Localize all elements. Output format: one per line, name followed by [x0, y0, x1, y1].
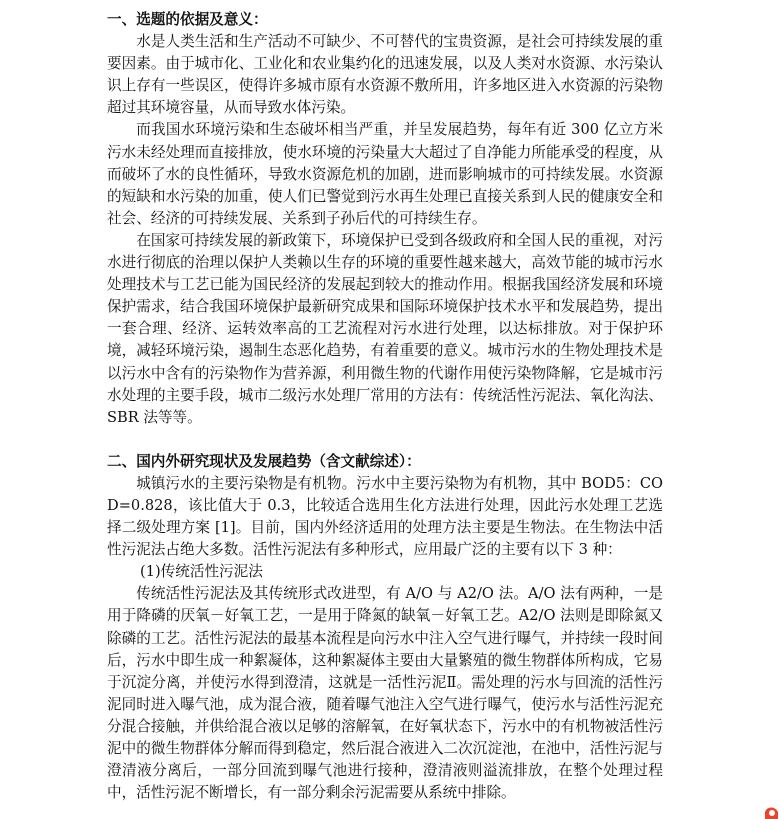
paragraph-pollution-status: 而我国水环境污染和生态破坏相当严重，并呈发展趋势，每年有近 300 亿立方米污水未经处理而直接排放，使水环境的污染量大大超过了自净能力所能承受的程度，从而破坏了水的良性循环，导致水资源危机的加剧，进而影响城市的可持续发展。水资源的短缺和水污染的加重，使人们已警觉到污水再生处理已直接关系到人民的健康安全和社会、经济的可持续发展、关系到子孙后代的可持续生存。 [107, 121, 663, 227]
section-heading-basis: 一、选题的依据及意义： [107, 11, 268, 28]
subsection-heading-activated-sludge: (1)传统活性污泥法 [140, 563, 263, 581]
paragraph-activated-sludge: 传统活性污泥法及其传统形式改进型，有 A/O 与 A2/O 法。A/O 法有两种，一是用于降磷的厌氧－好氧工艺，一是用于降氮的缺氧－好氧工艺。A2/O 法则是即除氮又除磷的工艺。活性污泥法的最基本流程是向污水中注入空气进行曝气，并持续一段时间后，污水中即生成一种絮凝体，这种絮凝体主要由大量繁殖的微生物群体所构成，它易于沉淀分离，并使污水得到澄清，这就是一活性污泥Ⅱ。需处理的污水与回流的活性污泥同时进入曝气池，成为混合液，随着曝气池注入空气进行曝气，使污水与活性污泥充分混合接触，并供给混合液以足够的溶解氧，在好氧状态下，污水中的有机物被活性污泥中的微生物群体分解而得到稳定，然后混合液进入二次沉淀池，在池中，活性污泥与澄清液分离后，一部分回流到曝气池进行接种，澄清液则溢流排放，在整个处理过程中，活性污泥不断增长，有一部分剩余污泥需要从系统中排除。 [107, 585, 663, 802]
document-body [107, 9, 663, 804]
app-logo-icon [763, 802, 779, 819]
paragraph-main-pollutants: 城镇污水的主要污染物是有机物。污水中主要污染物为有机物，其中 BOD5：COD=0.828，该比值大于 0.3，比较适合选用生化方法进行处理，因此污水处理工艺选择二级处理方案 [1]。目前，国内外经济适用的处理方法主要是生物法。在生物法中活性污泥法占绝大多数。活性污泥法有多种形式，应用最广泛的主要有以下 3 种： [107, 474, 663, 559]
paragraph-water-resources: 水是人类生活和生产活动不可缺少、不可替代的宝贵资源，是社会可持续发展的重要因素。由于城市化、工业化和农业集约化的迅速发展，以及人类对水资源、水污染认识上存有一些误区，使得许多城市原有水资源不敷所用，许多地区进入水资源的污染物超过其环境容量，从而导致水体污染。 [107, 33, 663, 117]
paragraph-policy-significance: 在国家可持续发展的新政策下，环境保护已受到各级政府和全国人民的重视，对污水进行彻底的治理以保护人类赖以生存的环境的重要性越来越大，高效节能的城市污水处理技术与工艺已能为国民经济的发展起到较大的推动作用。根据我国经济发展和环境保护需求，结合我国环境保护最新研究成果和国际环境保护技术水平和发展趋势，提出一套合理、经济、运转效率高的工艺流程对污水进行处理，以达标排放。对于保护环境，减轻环境污染，遏制生态恶化趋势，有着重要的意义。城市污水的生物处理技术是以污水中含有的污染物作为营养源，利用微生物的代谢作用使污染物降解，它是城市污水处理的主要手段，城市二级污水处理厂常用的方法有：传统活性污泥法、氧化沟法、SBR 法等等。 [107, 231, 663, 426]
section-spacer [107, 429, 663, 451]
section-heading-research: 二、国内外研究现状及发展趋势（含文献综述）： [107, 452, 421, 470]
